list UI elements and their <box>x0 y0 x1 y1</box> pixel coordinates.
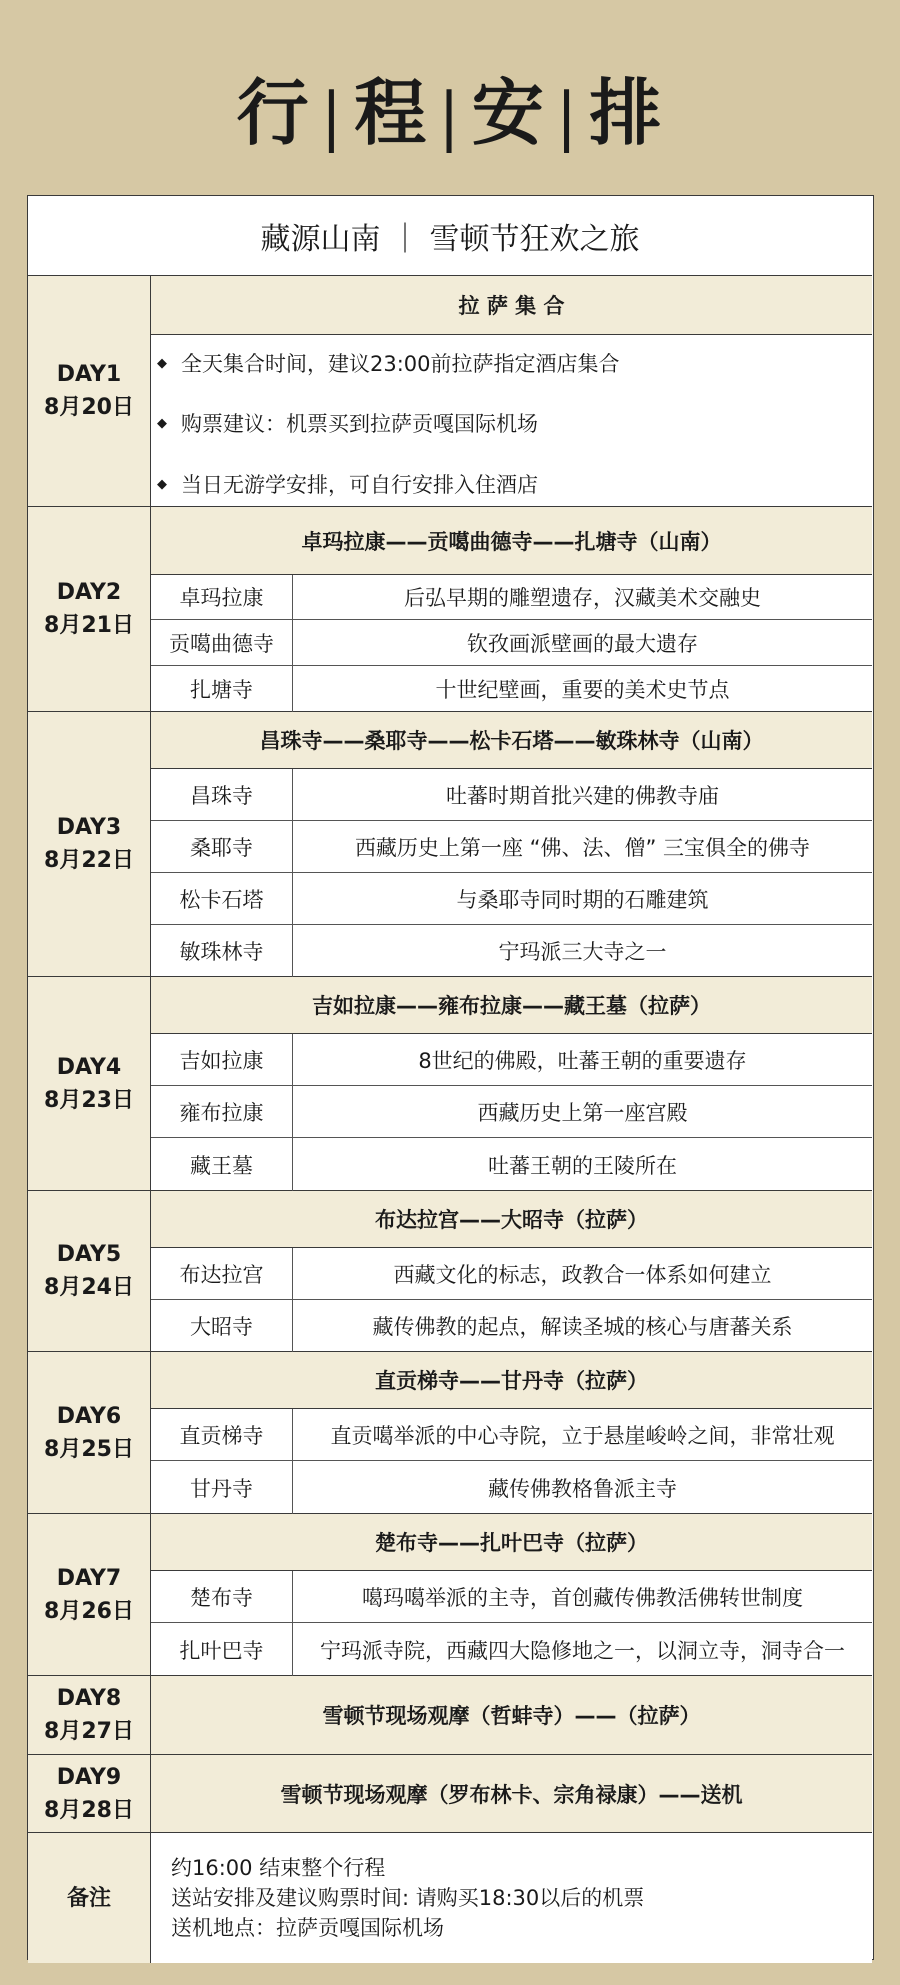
table-row <box>151 1571 872 1623</box>
table-row <box>151 873 872 925</box>
site-desc: 西藏历史上第一座宫殿 <box>477 1100 688 1125</box>
day-date: 8月25日 <box>44 1436 134 1462</box>
day-block-8 <box>28 1676 872 1755</box>
day-number: DAY5 <box>56 1242 122 1267</box>
site-desc: 宁玛派寺院，西藏四大隐修地之一，以洞立寺，洞寺合一 <box>320 1638 845 1663</box>
site-desc: 藏传佛教的起点，解读圣城的核心与唐蕃关系 <box>372 1315 793 1339</box>
day-block-4 <box>28 977 872 1191</box>
itinerary-table <box>27 195 874 1960</box>
day-date: 8月28日 <box>44 1797 134 1823</box>
day-number: DAY3 <box>56 815 122 840</box>
day-date: 8月20日 <box>44 395 134 420</box>
site-name: 扎塘寺 <box>151 666 293 712</box>
site-desc: 与桑耶寺同时期的石雕建筑 <box>456 887 709 912</box>
notes-text <box>171 1833 644 1963</box>
day-label <box>28 1352 151 1513</box>
route-header: 昌珠寺——桑耶寺——松卡石塔——敏珠林寺（山南） <box>151 712 872 769</box>
note-line: 送站安排及建议购票时间: 请购买18:30以后的机票 <box>171 1886 645 1910</box>
notes-block <box>28 1833 872 1963</box>
table-row <box>151 1409 872 1461</box>
day-block-5 <box>28 1191 872 1352</box>
day-grid <box>28 276 872 1963</box>
site-name: 桑耶寺 <box>151 821 293 872</box>
title-char: 安 <box>471 70 546 155</box>
site-name: 昌珠寺 <box>151 769 293 820</box>
trip-subtitle: 藏源山南 ｜ 雪顿节狂欢之旅 <box>28 196 872 276</box>
day-date: 8月27日 <box>44 1719 134 1744</box>
site-desc: 吐蕃时期首批兴建的佛教寺庙 <box>446 783 719 808</box>
route-header: 雪顿节现场观摩（罗布林卡、宗角禄康）——送机 <box>151 1755 872 1832</box>
day-date: 8月26日 <box>44 1598 134 1624</box>
route-header: 直贡梯寺——甘丹寺（拉萨） <box>151 1352 872 1409</box>
site-name: 敏珠林寺 <box>151 925 293 977</box>
title-char: 排 <box>589 70 664 155</box>
day-date: 8月24日 <box>44 1275 134 1300</box>
site-name: 直贡梯寺 <box>151 1409 293 1460</box>
site-name: 甘丹寺 <box>151 1461 293 1514</box>
day-label <box>28 1191 151 1351</box>
site-name: 大昭寺 <box>151 1300 293 1352</box>
site-desc: 噶玛噶举派的主寺，首创藏传佛教活佛转世制度 <box>362 1585 803 1610</box>
day-block-6 <box>28 1352 872 1514</box>
day-number: DAY1 <box>56 362 122 387</box>
day-block-1 <box>28 276 872 507</box>
site-name: 松卡石塔 <box>151 873 293 924</box>
list-item: ◆ 购票建议：机票买到拉萨贡嘎国际机场 <box>157 412 538 436</box>
table-row <box>151 666 872 712</box>
table-row <box>151 1300 872 1352</box>
site-name: 贡噶曲德寺 <box>151 620 293 665</box>
list-item: ◆ 当日无游学安排，可自行安排入住酒店 <box>157 473 538 497</box>
day-date: 8月21日 <box>44 613 134 638</box>
title-char: 程 <box>354 70 429 155</box>
site-name: 布达拉宫 <box>151 1248 293 1299</box>
site-name: 雍布拉康 <box>151 1086 293 1137</box>
route-header: 吉如拉康——雍布拉康——藏王墓（拉萨） <box>151 977 872 1034</box>
day-block-9 <box>28 1755 872 1833</box>
route-header: 拉 萨 集 合 <box>151 276 872 335</box>
table-row <box>151 1461 872 1514</box>
site-desc: 钦孜画派壁画的最大遗存 <box>467 631 698 656</box>
day-number: DAY8 <box>56 1686 122 1711</box>
table-row <box>151 821 872 873</box>
table-row <box>151 1248 872 1300</box>
table-row <box>151 1086 872 1138</box>
day-label <box>28 507 151 711</box>
note-line: 送机地点：拉萨贡嘎国际机场 <box>171 1916 444 1940</box>
site-desc: 直贡噶举派的中心寺院，立于悬崖峻岭之间，非常壮观 <box>330 1423 835 1448</box>
site-desc: 后弘早期的雕塑遗存，汉藏美术交融史 <box>404 586 761 610</box>
day-number: DAY9 <box>56 1764 122 1790</box>
table-row <box>151 925 872 977</box>
table-row <box>151 769 872 821</box>
site-name: 藏王墓 <box>151 1138 293 1191</box>
route-header: 卓玛拉康——贡噶曲德寺——扎塘寺（山南） <box>151 507 872 575</box>
day-label <box>28 712 151 976</box>
day-label <box>28 977 151 1190</box>
site-name: 卓玛拉康 <box>151 575 293 619</box>
day-label <box>28 1676 151 1754</box>
day-number: DAY6 <box>56 1403 122 1429</box>
day-block-7 <box>28 1514 872 1676</box>
site-name: 扎叶巴寺 <box>151 1623 293 1676</box>
site-desc: 吐蕃王朝的王陵所在 <box>488 1153 677 1178</box>
day-label <box>28 1514 151 1675</box>
day-date: 8月22日 <box>44 848 134 873</box>
page-title: 行 | 程 | 安 | 排 <box>236 70 664 155</box>
notes-label: 备注 <box>28 1833 151 1963</box>
site-name: 楚布寺 <box>151 1571 293 1622</box>
site-desc: 西藏历史上第一座 “佛、法、僧” 三宝俱全的佛寺 <box>354 835 811 860</box>
day-label <box>28 1755 151 1832</box>
day-date: 8月23日 <box>44 1087 134 1113</box>
day-number: DAY7 <box>56 1565 122 1591</box>
site-desc: 宁玛派三大寺之一 <box>498 940 667 964</box>
route-header: 雪顿节现场观摩（哲蚌寺）——（拉萨） <box>151 1676 872 1754</box>
list-item: ◆ 全天集合时间，建议23:00前拉萨指定酒店集合 <box>157 352 620 376</box>
table-row <box>151 1138 872 1191</box>
day-block-2 <box>28 507 872 712</box>
table-row <box>151 620 872 666</box>
site-desc: 西藏文化的标志，政教合一体系如何建立 <box>393 1262 772 1287</box>
day-block-3 <box>28 712 872 977</box>
site-desc: 8世纪的佛殿，吐蕃王朝的重要遗存 <box>418 1048 747 1073</box>
site-name: 吉如拉康 <box>151 1034 293 1085</box>
route-header: 楚布寺——扎叶巴寺（拉萨） <box>151 1514 872 1571</box>
note-line: 约16:00 结束整个行程 <box>171 1856 386 1880</box>
table-row <box>151 1034 872 1086</box>
site-desc: 藏传佛教格鲁派主寺 <box>488 1476 677 1501</box>
day-number: DAY2 <box>56 580 122 605</box>
day-number: DAY4 <box>56 1054 122 1080</box>
route-header: 布达拉宫——大昭寺（拉萨） <box>151 1191 872 1248</box>
title-char: 行 <box>236 70 311 155</box>
table-row <box>151 575 872 620</box>
site-desc: 十世纪壁画，重要的美术史节点 <box>435 678 730 702</box>
table-row <box>151 1623 872 1676</box>
day-label <box>28 276 151 506</box>
